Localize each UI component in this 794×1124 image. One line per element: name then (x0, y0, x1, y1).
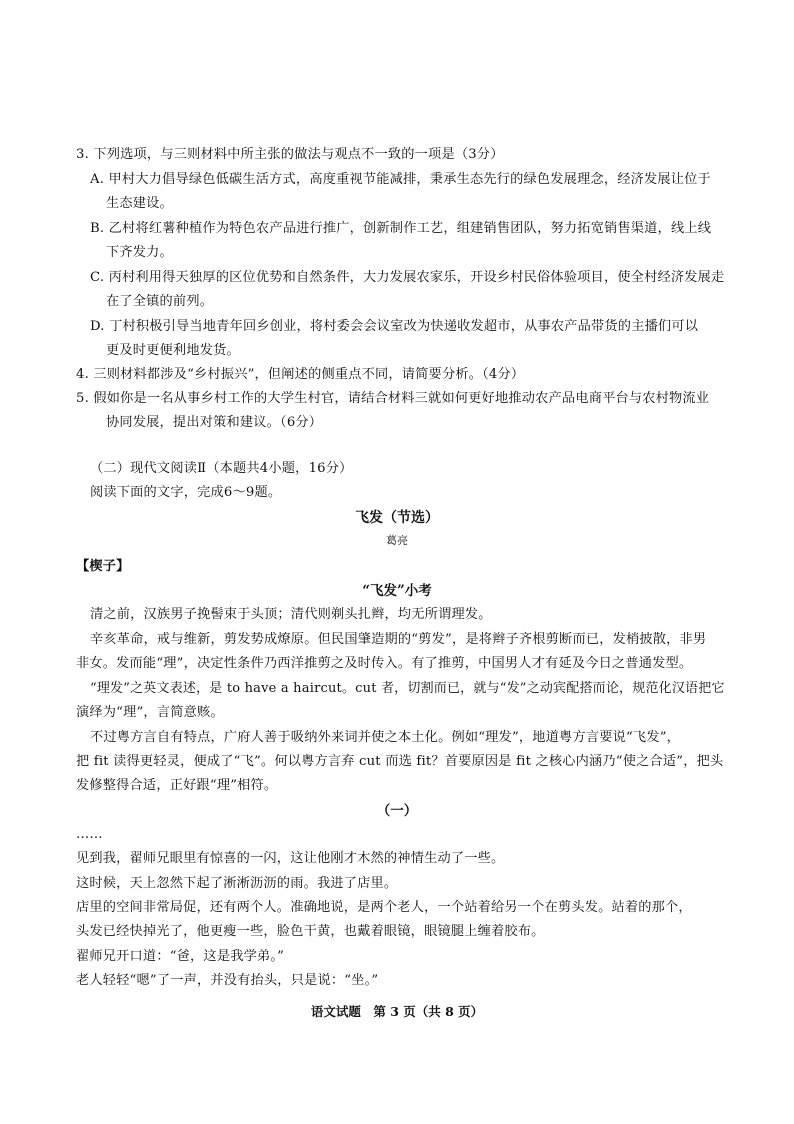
prologue-label: 【楔子】 (76, 559, 130, 574)
paragraph-4-line3: 发修整得合适，正好跟“理”相符。 (76, 778, 278, 793)
ellipsis: …… (76, 827, 103, 842)
section-heading: （二）现代文阅读Ⅱ（本题共4小题，16分） (90, 461, 353, 476)
question-3-option-c-line1: C. 丙村利用得天独厚的区位优势和自然条件，大力发展农家乐，开设乡村民俗体验项目，使全村经济发展走 (90, 270, 725, 285)
story-sentence-3-line2: 头发已经快掉光了，他更瘦一些，脸色干黄，也戴着眼镜，眼镜腿上缠着胶布。 (76, 924, 545, 939)
question-3-option-a-line1: A. 甲村大力倡导绿色低碳生活方式，高度重视节能减排，秉承生态先行的绿色发展理念，经济发展让位于 (90, 172, 711, 187)
story-sentence-2: 这时候，天上忽然下起了淅淅沥沥的雨。我进了店里。 (76, 876, 398, 891)
question-3-option-c-line2: 在了全镇的前列。 (106, 294, 214, 309)
paragraph-2-line1: 辛亥革命，戒与维新，剪发势成燎原。但民国肇造期的“剪发”，是将辫子齐根剪断而已，发梢披散，非男 (90, 632, 707, 647)
question-3-option-b-line1: B. 乙村将红薯种植作为特色农产品进行推广，创新制作工艺，组建销售团队，努力拓宽销售渠道，线上线 (90, 221, 712, 236)
passage-author: 葛亮 (386, 534, 408, 547)
question-3-option-a-line2: 生态建设。 (106, 196, 173, 211)
paragraph-3-line2: 演绎为“理”，言简意赅。 (76, 705, 224, 720)
story-sentence-1: 见到我，翟师兄眼里有惊喜的一闪，这让他刚才木然的神情生动了一些。 (76, 851, 505, 866)
story-sentence-5: 老人轻轻“嗯”了一声，并没有抬头，只是说：“坐。” (76, 973, 379, 988)
passage-title: 飞发（节选） (355, 510, 439, 526)
question-3-option-d-line1: D. 丁村积极引导当地青年回乡创业，将村委会会议室改为快递收发超市，从事农产品带货的主播们可以 (90, 319, 699, 334)
story-sentence-4: 翟师兄开口道：“爸，这是我学弟。” (76, 949, 285, 964)
part-one-heading: （一） (376, 803, 418, 819)
paragraph-4-line2: 把 fit 读得更轻灵，便成了“飞”。何以粤方言弃 cut 而选 fit？首要原因是 fit 之核心内涵乃“使之合适”，把头 (76, 754, 724, 769)
paragraph-2-line2: 非女。发而能“理”，决定性条件乃西洋推剪之及时传入。有了推剪，中国男人才有延及今日之普通发型。 (76, 656, 693, 671)
question-5-line2: 协同发展，提出对策和建议。（6分） (106, 415, 323, 430)
prologue-subtitle: “飞发”小考 (362, 583, 432, 599)
section-instruction: 阅读下面的文字，完成6～9题。 (90, 485, 282, 500)
page-footer: 语文试题 第 3 页（共 8 页） (310, 1004, 484, 1019)
paragraph-4-line1: 不过粤方言自有特点，广府人善于吸纳外来词并使之本土化。例如“理发”，地道粤方言要说“飞发”， (90, 730, 681, 745)
paragraph-3-line1: “理发”之英文表述，是 to have a haircut。cut 者，切割而已，就与“发”之动宾配搭而论，规范化汉语把它 (90, 681, 725, 696)
question-3-stem: 3. 下列选项，与三则材料中所主张的做法与观点不一致的一项是（3分） (76, 147, 504, 162)
question-3-option-d-line2: 更及时更便利地发货。 (106, 343, 240, 358)
question-5-line1: 5. 假如你是一名从事乡村工作的大学生村官，请结合材料三就如何更好地推动农产品电商平台与农村物流业 (76, 391, 710, 406)
story-sentence-3-line1: 店里的空间非常局促，还有两个人。准确地说，是两个老人，一个站着给另一个在剪头发。站着的那个， (76, 900, 692, 915)
question-3-option-b-line2: 下齐发力。 (106, 245, 173, 260)
paragraph-1: 清之前，汉族男子挽髻束于头顶；清代则剃头扎辫，均无所谓理发。 (90, 607, 492, 622)
question-4: 4. 三则材料都涉及“乡村振兴”，但阐述的侧重点不同，请简要分析。（4分） (76, 367, 525, 382)
